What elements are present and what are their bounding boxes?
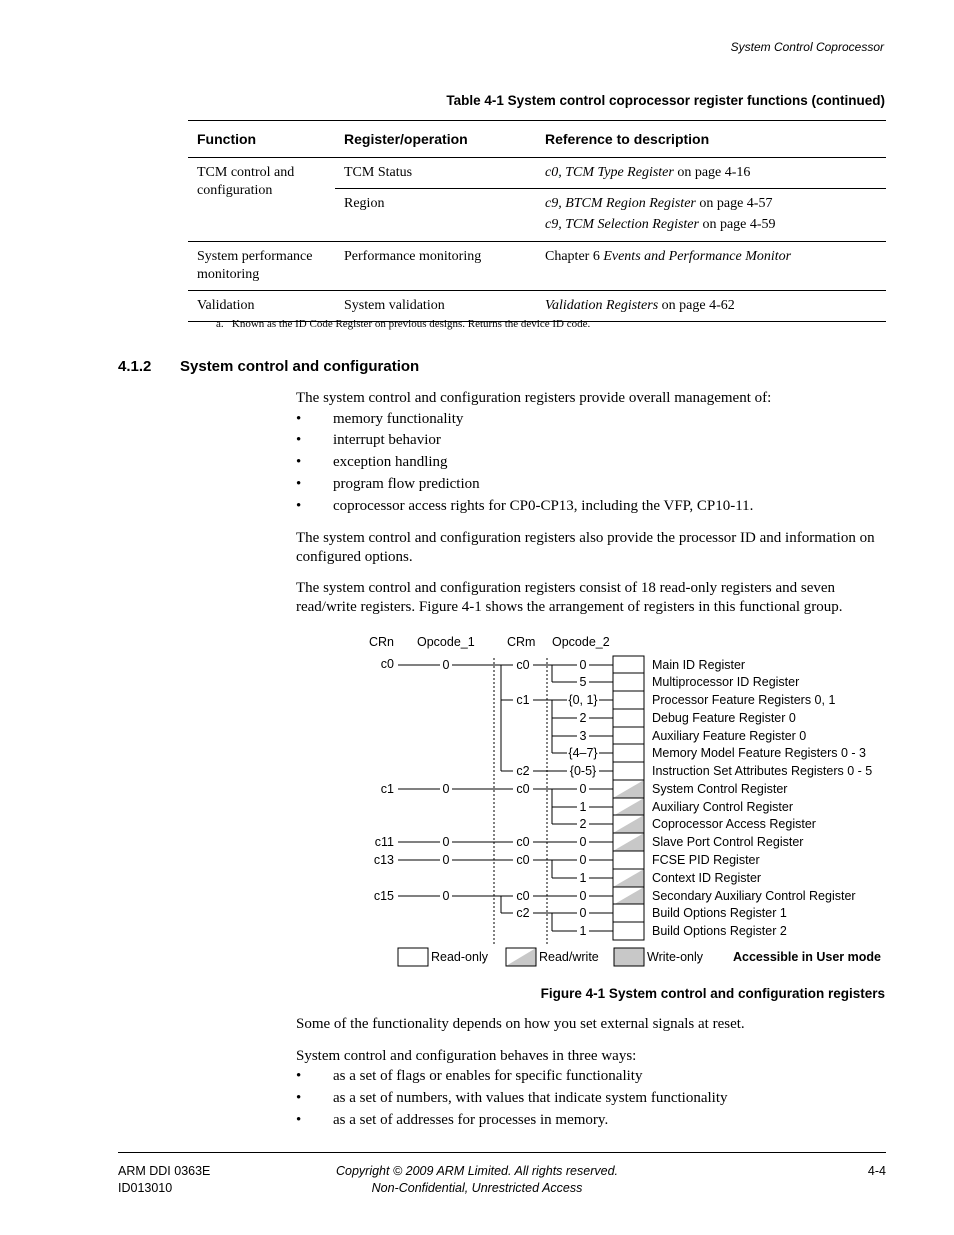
crm-label: c1 bbox=[516, 693, 530, 707]
op1-label: 0 bbox=[442, 782, 450, 796]
list-item-text: memory functionality bbox=[333, 411, 464, 427]
list-item: • as a set of flags or enables for specific functionality bbox=[296, 1068, 643, 1084]
register-name: Context ID Register bbox=[652, 871, 762, 885]
crm-label: c0 bbox=[516, 658, 530, 672]
op1-label: 0 bbox=[442, 658, 450, 672]
register-name: System Control Register bbox=[652, 782, 788, 796]
crn-label: c1 bbox=[380, 782, 394, 796]
list-item: • program flow prediction bbox=[296, 476, 480, 492]
paragraph: System control and configuration behaves in three ways: bbox=[296, 1048, 637, 1064]
table-row bbox=[188, 242, 886, 291]
crm-label: c0 bbox=[516, 835, 530, 849]
table-cell-function: TCM control and configuration bbox=[188, 158, 335, 242]
table-caption: Table 4-1 System control coprocessor register functions (continued) bbox=[446, 93, 885, 108]
list-item: • interrupt behavior bbox=[296, 432, 441, 448]
op2-label: 5 bbox=[579, 675, 587, 689]
list-item-text: as a set of addresses for processes in memory. bbox=[333, 1112, 609, 1128]
list-item: • exception handling bbox=[296, 454, 448, 470]
op2-label: 0 bbox=[579, 889, 587, 903]
col-header-crn: CRn bbox=[369, 635, 395, 649]
list-item-text: exception handling bbox=[333, 454, 448, 470]
table-cell-op: Region bbox=[335, 189, 536, 242]
crn-label: c15 bbox=[373, 889, 394, 903]
ref-link[interactable]: c9, TCM Selection Register bbox=[545, 217, 699, 232]
col-header-crm: CRm bbox=[507, 635, 536, 649]
running-header: System Control Coprocessor bbox=[730, 40, 884, 54]
crn-label: c13 bbox=[373, 853, 394, 867]
op1-label: 0 bbox=[442, 853, 450, 867]
op2-label: 2 bbox=[579, 711, 587, 725]
op2-label: 3 bbox=[579, 729, 587, 743]
list-item: • as a set of numbers, with values that indicate system functionality bbox=[296, 1090, 728, 1106]
op1-label: 0 bbox=[442, 889, 450, 903]
table-cell-ref bbox=[536, 189, 886, 242]
list-item: • as a set of addresses for processes in memory. bbox=[296, 1112, 609, 1128]
register-name: Build Options Register 1 bbox=[652, 906, 787, 920]
access-note: Non-Confidential, Unrestricted Access bbox=[371, 1181, 583, 1195]
crm-label: c0 bbox=[516, 782, 530, 796]
ref-page: on page 4-59 bbox=[698, 217, 776, 232]
register-name: Auxiliary Feature Register 0 bbox=[652, 729, 807, 743]
legend-write-only: Write-only bbox=[647, 950, 704, 964]
table-cell-op: TCM Status bbox=[335, 158, 536, 189]
col-header-register: Register/operation bbox=[335, 121, 536, 158]
section-heading bbox=[118, 358, 419, 375]
list-item-text: as a set of flags or enables for specific functionality bbox=[333, 1068, 643, 1084]
list-item-text: program flow prediction bbox=[333, 476, 480, 492]
register-box bbox=[613, 656, 644, 674]
ref-page: on page 4-57 bbox=[695, 196, 773, 211]
table-cell-ref bbox=[536, 158, 886, 189]
register-box bbox=[613, 673, 644, 691]
table-cell-function: Validation bbox=[188, 291, 335, 322]
ref-prefix: Chapter 6 bbox=[545, 249, 604, 264]
register-name: Auxiliary Control Register bbox=[652, 800, 794, 814]
register-name: Slave Port Control Register bbox=[652, 835, 804, 849]
register-diagram bbox=[0, 628, 954, 973]
paragraph: The system control and configuration registers consist of 18 read-only registers and seven read/write registers. Figure 4-1 shows the arrangement of registers in this functional group. bbox=[296, 580, 843, 615]
doc-id: ARM DDI 0363E bbox=[118, 1164, 211, 1178]
footer-rule bbox=[118, 1152, 886, 1153]
crm-label: c0 bbox=[516, 853, 530, 867]
register-name: Instruction Set Attributes Registers 0 - 5 bbox=[652, 764, 873, 778]
register-box bbox=[613, 762, 644, 780]
ref-link[interactable]: c0, TCM Type Register bbox=[545, 165, 674, 180]
paragraph: Some of the functionality depends on how you set external signals at reset. bbox=[296, 1016, 745, 1032]
legend-write-only-swatch bbox=[614, 948, 644, 966]
register-name: Debug Feature Register 0 bbox=[652, 711, 796, 725]
col-header-opcode2: Opcode_2 bbox=[552, 635, 610, 649]
table-header-row bbox=[188, 121, 886, 158]
crm-label: c2 bbox=[516, 764, 530, 778]
legend-read-only-swatch bbox=[398, 948, 428, 966]
list-item-text: as a set of numbers, with values that indicate system functionality bbox=[333, 1090, 728, 1106]
op2-label: {0-5} bbox=[569, 764, 597, 778]
register-functions-table bbox=[188, 120, 886, 322]
ref-link[interactable]: Events and Performance Monitor bbox=[603, 249, 792, 264]
register-box bbox=[613, 691, 644, 709]
page-number: 4-4 bbox=[867, 1164, 886, 1178]
crm-label: c0 bbox=[516, 889, 530, 903]
op2-label: 0 bbox=[579, 906, 587, 920]
figure-caption: Figure 4-1 System control and configuration registers bbox=[540, 986, 885, 1001]
op2-label: 1 bbox=[579, 800, 587, 814]
ref-page: on page 4-62 bbox=[658, 298, 735, 313]
register-name: Multiprocessor ID Register bbox=[652, 675, 800, 689]
table-cell-ref bbox=[536, 291, 886, 322]
table-footnote: a. Known as the ID Code Register on previous designs. Returns the device ID code. bbox=[216, 318, 591, 330]
intro-paragraph: The system control and configuration registers provide overall management of: bbox=[296, 390, 772, 406]
register-name: Coprocessor Access Register bbox=[652, 817, 816, 831]
table-cell-ref bbox=[536, 242, 886, 291]
register-name: Memory Model Feature Registers 0 - 3 bbox=[652, 746, 866, 760]
table-row bbox=[188, 158, 886, 189]
list-item-text: coprocessor access rights for CP0-CP13, including the VFP, CP10-11. bbox=[333, 498, 754, 514]
legend-read-write: Read/write bbox=[539, 950, 599, 964]
register-box bbox=[613, 851, 644, 869]
ref-link[interactable]: c9, BTCM Region Register bbox=[545, 196, 696, 211]
register-box bbox=[613, 727, 644, 745]
crn-label: c11 bbox=[374, 835, 394, 849]
register-name: Processor Feature Registers 0, 1 bbox=[652, 693, 836, 707]
register-name: Build Options Register 2 bbox=[652, 924, 787, 938]
op2-label: {4–7} bbox=[568, 746, 598, 760]
op2-label: 0 bbox=[579, 658, 587, 672]
copyright: Copyright © 2009 ARM Limited. All rights reserved. bbox=[335, 1164, 618, 1178]
col-header-reference: Reference to description bbox=[536, 121, 886, 158]
op2-label: 2 bbox=[579, 817, 587, 831]
op2-label: 1 bbox=[579, 871, 587, 885]
register-box bbox=[613, 709, 644, 727]
crn-label: c0 bbox=[380, 657, 394, 671]
list-item: • coprocessor access rights for CP0-CP13, including the VFP, CP10-11. bbox=[296, 498, 754, 514]
col-header-opcode1: Opcode_1 bbox=[417, 635, 475, 649]
paragraph: The system control and configuration registers also provide the processor ID and information on configured options. bbox=[296, 530, 875, 565]
table-row bbox=[188, 291, 886, 322]
register-name: Secondary Auxiliary Control Register bbox=[652, 889, 856, 903]
op2-label: {0, 1} bbox=[568, 693, 598, 707]
doc-id2: ID013010 bbox=[118, 1181, 173, 1195]
crm-label: c2 bbox=[516, 906, 530, 920]
register-name: FCSE PID Register bbox=[652, 853, 760, 867]
register-box bbox=[613, 904, 644, 922]
register-name: Main ID Register bbox=[652, 658, 746, 672]
op2-label: 0 bbox=[579, 782, 587, 796]
ref-page: on page 4-16 bbox=[673, 165, 751, 180]
legend-user-mode: Accessible in User mode bbox=[733, 950, 881, 964]
col-header-function: Function bbox=[188, 121, 335, 158]
register-box bbox=[613, 744, 644, 762]
register-box bbox=[613, 922, 644, 940]
section-number: 4.1.2 bbox=[118, 358, 152, 375]
list-item-text: interrupt behavior bbox=[333, 432, 441, 448]
ref-link[interactable]: Validation Registers bbox=[545, 298, 659, 313]
op2-label: 0 bbox=[579, 853, 587, 867]
section-title: System control and configuration bbox=[180, 358, 420, 375]
footer-copyright bbox=[0, 1163, 954, 1197]
op2-label: 0 bbox=[579, 835, 587, 849]
legend-read-only: Read-only bbox=[431, 950, 488, 964]
table-cell-op: Performance monitoring bbox=[335, 242, 536, 291]
list-item: • memory functionality bbox=[296, 411, 464, 427]
table-cell-op: System validation bbox=[335, 291, 536, 322]
table-cell-function: System performance monitoring bbox=[188, 242, 335, 291]
op1-label: 0 bbox=[442, 835, 450, 849]
op2-label: 1 bbox=[579, 924, 587, 938]
